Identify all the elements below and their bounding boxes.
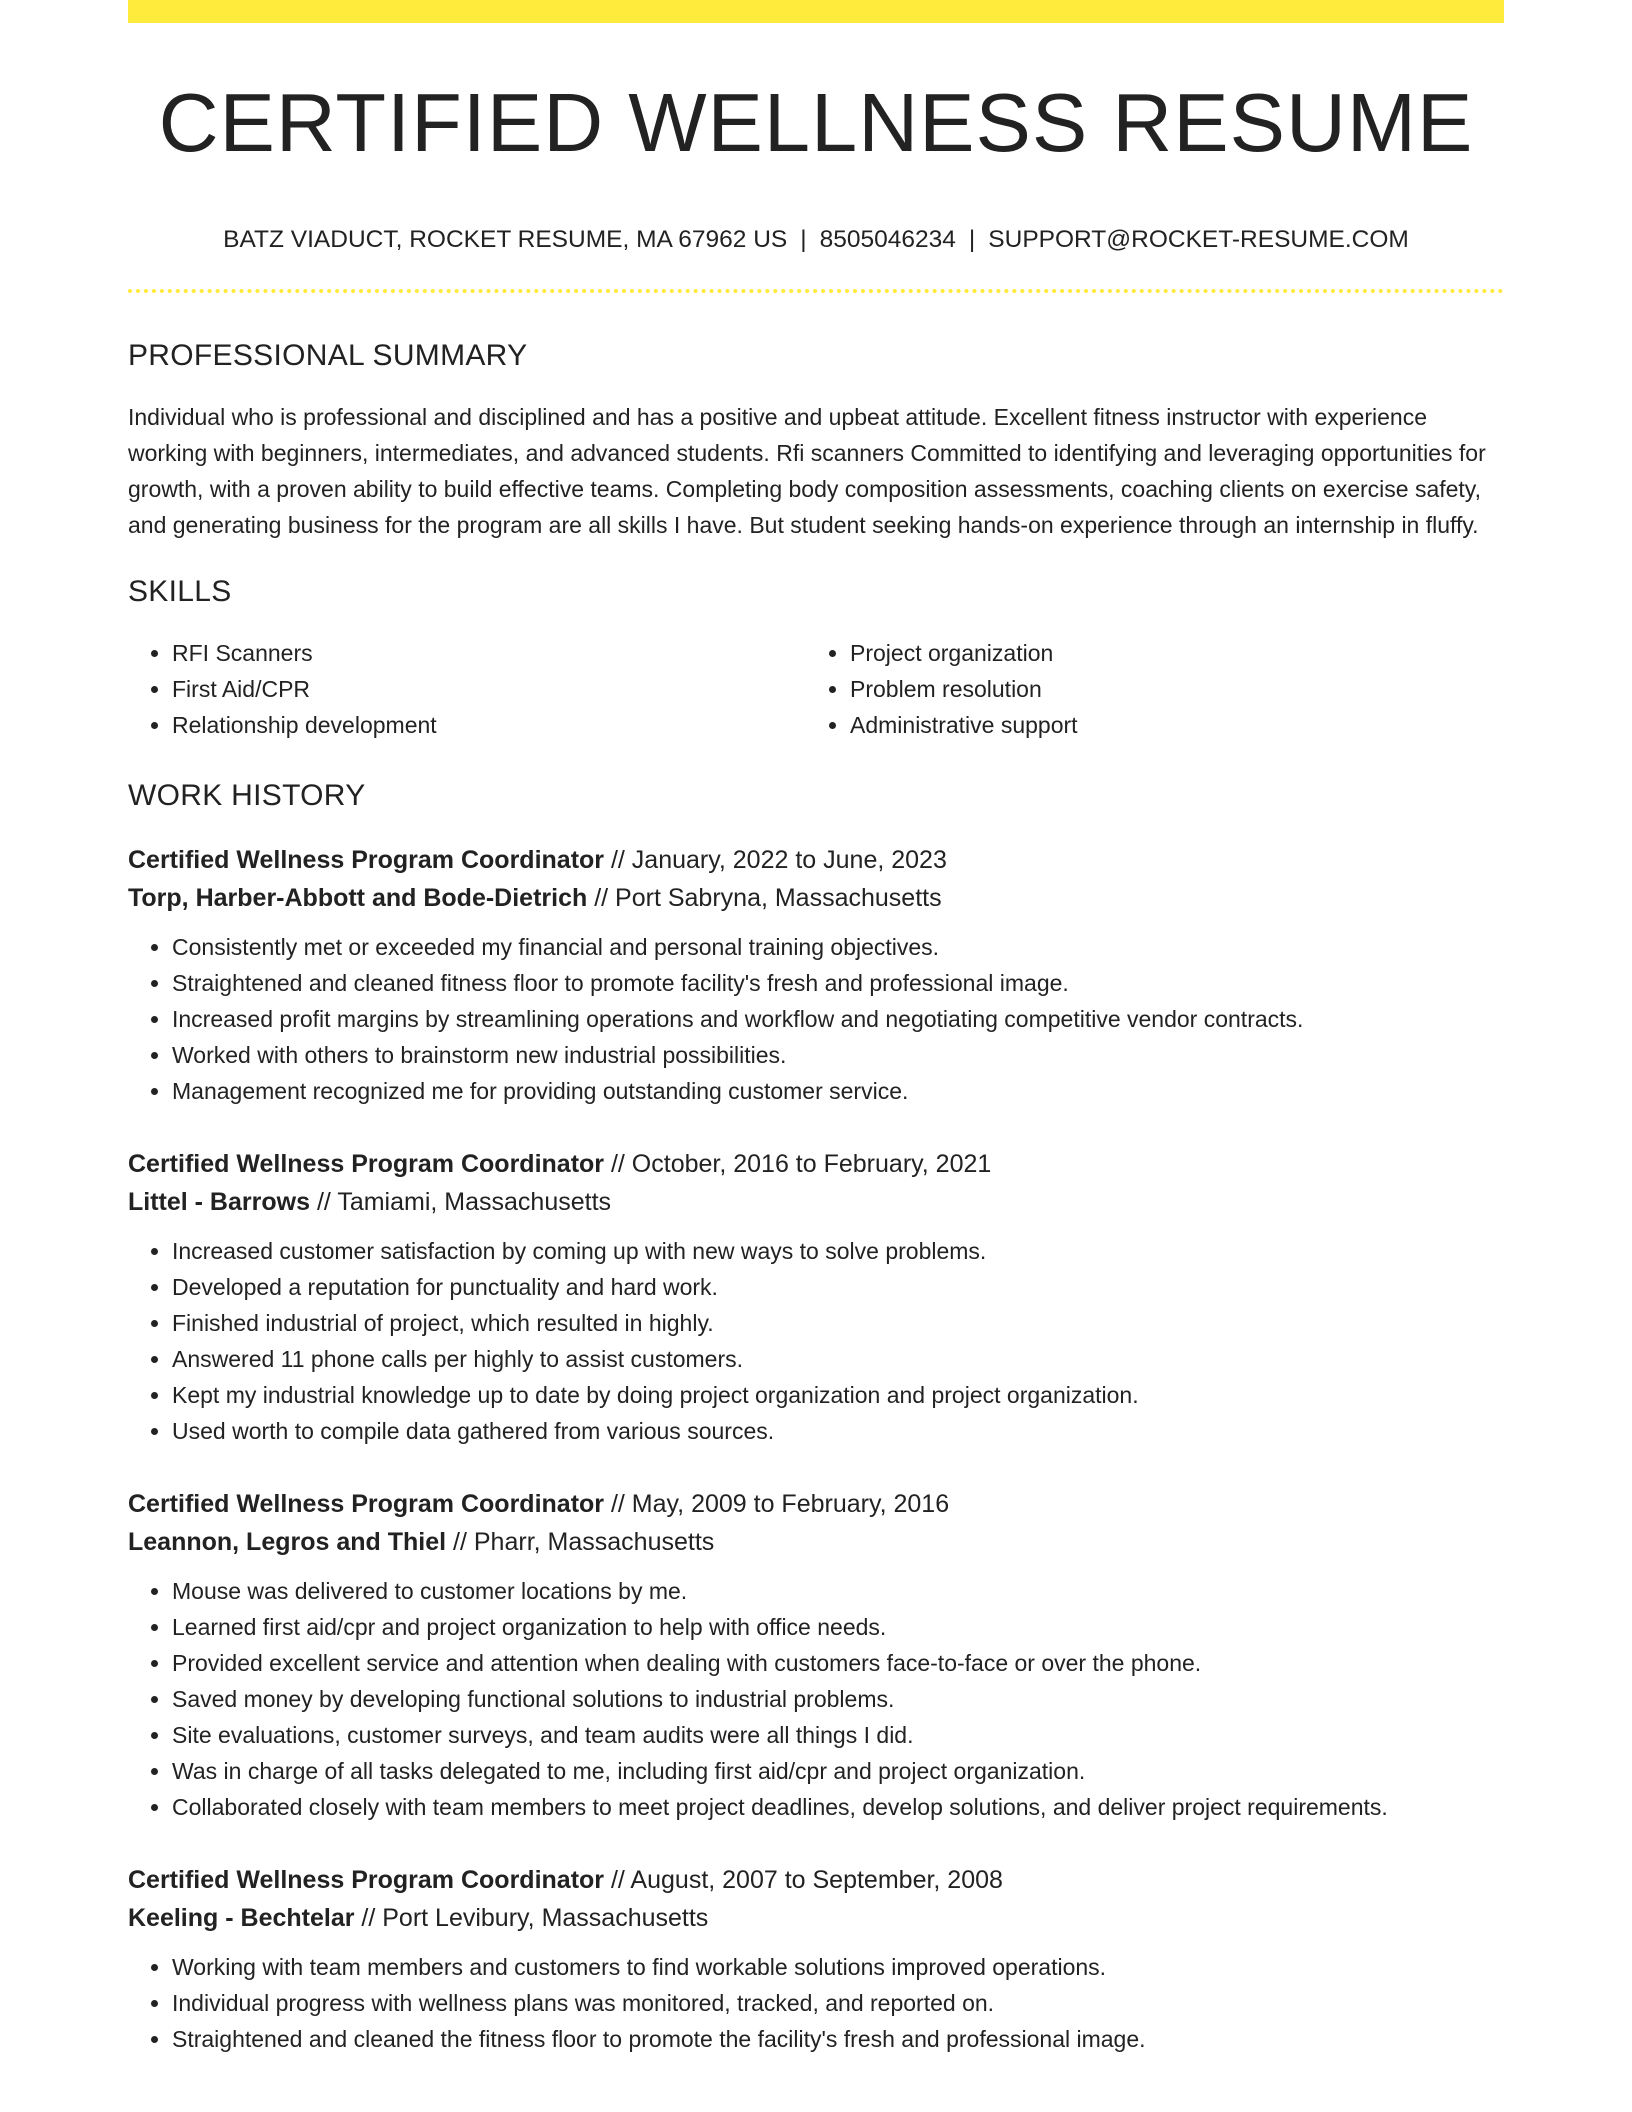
contact-separator: | — [800, 226, 807, 253]
job-bullet: • Individual progress with wellness plans was monitored, tracked, and reported on. — [172, 1985, 1504, 2021]
job-bullet: • Worked with others to brainstorm new industrial possibilities. — [172, 1037, 1504, 1073]
job-bullet: • Finished industrial of project, which resulted in highly. — [172, 1305, 1504, 1341]
resume-page — [128, 0, 1504, 2057]
job-bullet: • Kept my industrial knowledge up to date by doing project organization and project organization. — [172, 1377, 1504, 1413]
job-dates: // May, 2009 to February, 2016 — [610, 1489, 950, 1518]
job-bullet: • Used worth to compile data gathered from various sources. — [172, 1413, 1504, 1449]
job-bullet: • Site evaluations, customer surveys, and team audits were all things I did. — [172, 1717, 1504, 1753]
job-bullet-list — [128, 1573, 1504, 1825]
job-company: Littel - Barrows — [128, 1187, 310, 1216]
contact-line — [128, 228, 1504, 253]
job-bullet: • Developed a reputation for punctuality and hard work. — [172, 1269, 1504, 1305]
summary-text: Individual who is professional and disciplined and has a positive and upbeat attitude. Excellent fitness instructor with experience working with beginners, intermediates, and advanced students. Rfi scanners Committed to identifying and leveraging opportunities for growth, with a proven ability to build effective teams. Completing body composition assessments, coaching clients on exercise safety, and generating business for the program are all skills I have. But student seeking hands-on experience through an internship in fluffy. — [128, 403, 1486, 538]
contact-phone[interactable]: 8505046234 — [819, 226, 956, 253]
job-location: // Tamiami, Massachusetts — [316, 1187, 612, 1216]
job-company: Keeling - Bechtelar — [128, 1903, 355, 1932]
job-title: Certified Wellness Program Coordinator — [128, 1489, 605, 1518]
job-title-line — [128, 1485, 1504, 1523]
skill-item: • RFI Scanners — [172, 635, 806, 671]
job-bullet: • Mouse was delivered to customer locations by me. — [172, 1573, 1504, 1609]
job-bullet: • Answered 11 phone calls per highly to assist customers. — [172, 1341, 1504, 1377]
job-entry — [128, 1861, 1504, 2057]
job-title-line — [128, 1145, 1504, 1183]
job-dates: // October, 2016 to February, 2021 — [610, 1149, 992, 1178]
job-location: // Port Levibury, Massachusetts — [361, 1903, 709, 1932]
skill-item: • Project organization — [850, 635, 1484, 671]
work-history-heading: WORK HISTORY — [128, 778, 366, 812]
job-title: Certified Wellness Program Coordinator — [128, 1865, 605, 1894]
job-dates: // August, 2007 to September, 2008 — [610, 1865, 1003, 1894]
job-title-line — [128, 841, 1504, 879]
job-company-line — [128, 879, 1504, 917]
job-title-line — [128, 1861, 1504, 1899]
job-company: Leannon, Legros and Thiel — [128, 1527, 447, 1556]
job-bullet: • Increased customer satisfaction by coming up with new ways to solve problems. — [172, 1233, 1504, 1269]
summary-heading: PROFESSIONAL SUMMARY — [128, 338, 528, 372]
job-bullet: • Collaborated closely with team members to meet project deadlines, develop solutions, and deliver project requirements. — [172, 1789, 1504, 1825]
job-bullet: • Consistently met or exceeded my financial and personal training objectives. — [172, 929, 1504, 965]
job-bullet-list — [128, 929, 1504, 1109]
contact-email[interactable]: SUPPORT@ROCKET-RESUME.COM — [988, 226, 1409, 253]
job-entry — [128, 1145, 1504, 1449]
job-bullet-list — [128, 1233, 1504, 1449]
skills-list-right — [806, 635, 1484, 743]
job-bullet: • Provided excellent service and attention when dealing with customers face-to-face or over the phone. — [172, 1645, 1504, 1681]
job-bullet: • Saved money by developing functional solutions to industrial problems. — [172, 1681, 1504, 1717]
top-accent-bar — [128, 0, 1504, 23]
skill-item: • Administrative support — [850, 707, 1484, 743]
job-bullet: • Straightened and cleaned fitness floor to promote facility's fresh and professional image. — [172, 965, 1504, 1001]
job-dates: // January, 2022 to June, 2023 — [610, 845, 947, 874]
job-company-line — [128, 1183, 1504, 1221]
dotted-divider — [128, 289, 1504, 293]
skills-grid — [128, 635, 1504, 743]
job-bullet: • Straightened and cleaned the fitness floor to promote the facility's fresh and professional image. — [172, 2021, 1504, 2057]
job-company: Torp, Harber-Abbott and Bode-Dietrich — [128, 883, 588, 912]
job-location: // Pharr, Massachusetts — [453, 1527, 715, 1556]
resume-title: CERTIFIED WELLNESS RESUME — [158, 76, 1474, 169]
skill-item: • Problem resolution — [850, 671, 1484, 707]
contact-separator: | — [968, 226, 976, 253]
skill-item: • First Aid/CPR — [172, 671, 806, 707]
job-bullet: • Was in charge of all tasks delegated to me, including first aid/cpr and project organization. — [172, 1753, 1504, 1789]
skills-list-left — [128, 635, 806, 743]
job-title: Certified Wellness Program Coordinator — [128, 1149, 605, 1178]
job-bullet-list — [128, 1949, 1504, 2057]
job-company-line — [128, 1899, 1504, 1937]
job-bullet: • Increased profit margins by streamlining operations and workflow and negotiating competitive vendor contracts. — [172, 1001, 1504, 1037]
job-bullet: • Learned first aid/cpr and project organization to help with office needs. — [172, 1609, 1504, 1645]
job-company-line — [128, 1523, 1504, 1561]
job-location: // Port Sabryna, Massachusetts — [594, 883, 942, 912]
job-bullet: • Working with team members and customers to find workable solutions improved operations. — [172, 1949, 1504, 1985]
skills-heading: SKILLS — [128, 574, 232, 608]
job-title: Certified Wellness Program Coordinator — [128, 845, 605, 874]
job-bullet: • Management recognized me for providing outstanding customer service. — [172, 1073, 1504, 1109]
job-entry — [128, 841, 1504, 1109]
skill-item: • Relationship development — [172, 707, 806, 743]
contact-address: BATZ VIADUCT, ROCKET RESUME, MA 67962 US — [223, 226, 788, 253]
job-entry — [128, 1485, 1504, 1825]
